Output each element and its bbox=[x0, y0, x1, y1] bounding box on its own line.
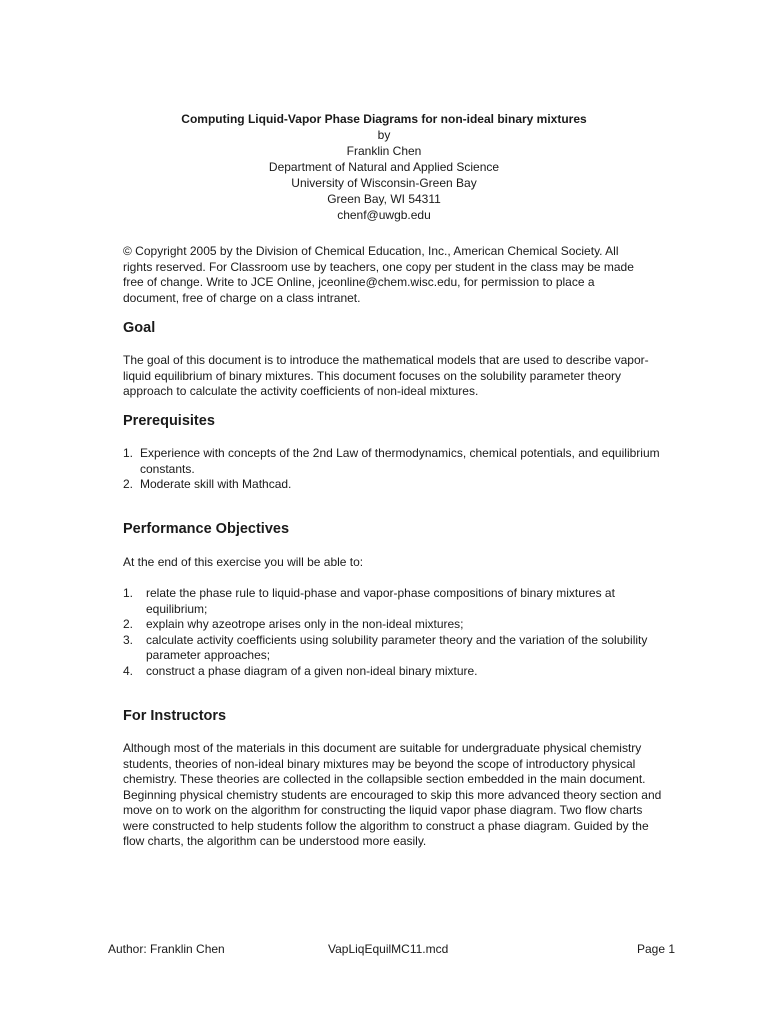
author-name: Franklin Chen bbox=[346, 144, 422, 158]
list-item bbox=[123, 633, 668, 664]
list-item bbox=[123, 477, 668, 493]
instructors-heading: For Instructors bbox=[123, 708, 227, 724]
list-number: 3. bbox=[123, 632, 134, 647]
list-number: 2. bbox=[123, 617, 134, 631]
list-text: construct a phase diagram of a given non-ideal binary mixture. bbox=[146, 663, 478, 678]
footer-filename: VapLiqEquilMC11.mcd bbox=[328, 942, 449, 956]
objectives-heading: Performance Objectives bbox=[123, 521, 290, 537]
document-title: Computing Liquid-Vapor Phase Diagrams for non-ideal binary mixtures bbox=[181, 112, 587, 126]
location: Green Bay, WI 54311 bbox=[327, 192, 441, 206]
list-text: explain why azeotrope arises only in the non-ideal mixtures; bbox=[146, 617, 464, 631]
list-text: Experience with concepts of the 2nd Law of thermodynamics, chemical potentials, and equilibrium constants. bbox=[140, 446, 660, 476]
list-number: 2. bbox=[123, 477, 134, 491]
footer-page-number: Page 1 bbox=[637, 942, 676, 956]
list-text: calculate activity coefficients using solubility parameter theory and the variation of the solubility parameter approaches; bbox=[146, 632, 648, 662]
byline: by bbox=[377, 128, 391, 142]
list-item bbox=[123, 617, 668, 633]
instructors-text: Although most of the materials in this document are suitable for undergraduate physical chemistry students, theories of non-ideal binary mixtures may be beyond the scope of introductory physical chemistry. These theories are collected in the collapsible section embedded in the main document. Beginning physical chemistry students are encouraged to skip this more advanced theory section and move on to work on the algorithm for constructing the liquid vapor phase diagram. Two flow charts were constructed to help students follow the algorithm to construct a phase diagram. Guided by the flow charts, the algorithm can be understood more easily. bbox=[123, 741, 662, 848]
goal-text: The goal of this document is to introduce the mathematical models that are used to describe vapor-liquid equilibrium of binary mixtures. This document focuses on the solubility parameter theory approach to calculate the activity coefficients of non-ideal mixtures. bbox=[123, 353, 649, 398]
copyright-notice: © Copyright 2005 by the Division of Chemical Education, Inc., American Chemical Society. All rights reserved. For Classroom use by teachers, one copy per student in the class may be made free of change. Write to JCE Online, jceonline@chem.wisc.edu, for permission to place a document, free of charge on a class intranet. bbox=[123, 244, 634, 305]
email-address: chenf@uwgb.edu bbox=[337, 208, 431, 222]
list-item bbox=[123, 446, 668, 477]
list-text: Moderate skill with Mathcad. bbox=[140, 477, 292, 491]
list-number: 1. bbox=[123, 446, 134, 460]
footer-author: Author: Franklin Chen bbox=[108, 942, 225, 956]
list-item bbox=[123, 664, 668, 680]
list-text: relate the phase rule to liquid-phase and vapor-phase compositions of binary mixtures at equilibrium; bbox=[146, 586, 615, 616]
prerequisites-list bbox=[123, 446, 668, 493]
list-number: 1. bbox=[123, 586, 134, 600]
objectives-list bbox=[123, 586, 668, 679]
department: Department of Natural and Applied Science bbox=[268, 160, 500, 174]
objectives-intro: At the end of this exercise you will be able to: bbox=[123, 555, 364, 569]
goal-heading: Goal bbox=[123, 320, 156, 336]
university: University of Wisconsin-Green Bay bbox=[291, 176, 477, 190]
title-block bbox=[0, 112, 768, 223]
list-item bbox=[123, 586, 668, 617]
list-number: 4. bbox=[123, 663, 134, 678]
prerequisites-heading: Prerequisites bbox=[123, 413, 215, 429]
